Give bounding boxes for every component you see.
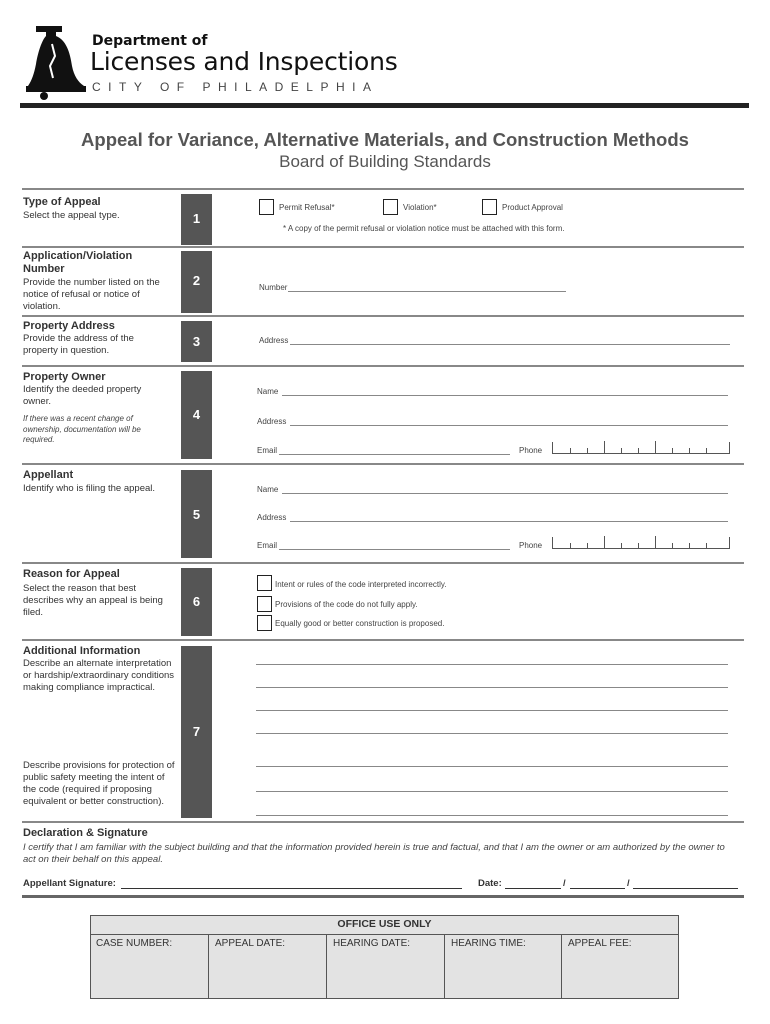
additional-info-line[interactable]: [256, 733, 728, 734]
section-divider: [22, 562, 744, 564]
header-divider: [20, 103, 749, 108]
section-7-number-bar: [181, 646, 212, 818]
section-6-heading: Reason for Appeal: [23, 568, 120, 580]
appellant-email-label: Email: [257, 541, 278, 550]
product-approval-checkbox[interactable]: [482, 199, 497, 215]
reason-construction-label: Equally good or better construction is proposed.: [275, 619, 445, 628]
section-7-description-hardship: Describe an alternate interpretation or hardship/extraordinary conditions making compliance impractical.: [23, 658, 175, 693]
reason-intent-label: Intent or rules of the code interpreted incorrectly.: [275, 580, 447, 589]
attachment-note: * A copy of the permit refusal or violation notice must be attached with this form.: [283, 224, 565, 233]
safety-provisions-line[interactable]: [256, 791, 728, 792]
hearing-date-label: HEARING DATE:: [333, 938, 411, 949]
section-1-heading: Type of Appeal: [23, 196, 101, 208]
liberty-bell-logo-icon: [22, 22, 86, 100]
date-separator: /: [627, 878, 630, 889]
declaration-heading: Declaration & Signature: [23, 827, 148, 839]
section-3-number: 3: [192, 334, 201, 349]
section-1-number-bar: [181, 194, 212, 245]
reason-construction-checkbox[interactable]: [257, 615, 272, 631]
safety-provisions-line[interactable]: [256, 815, 728, 816]
appellant-address-input[interactable]: [290, 521, 728, 522]
section-5-number-bar: [181, 470, 212, 558]
hearing-time-cell: [444, 934, 561, 999]
section-4-number: 4: [192, 407, 201, 422]
appeal-fee-label: APPEAL FEE:: [568, 938, 632, 949]
owner-address-input[interactable]: [290, 425, 728, 426]
appeal-date-cell: [208, 934, 326, 999]
appellant-email-input[interactable]: [279, 549, 510, 550]
section-5-heading: Appellant: [23, 469, 74, 481]
agency-name: Licenses and Inspections: [90, 47, 398, 76]
date-month-input[interactable]: [505, 888, 561, 889]
city-name: CITY OF PHILADELPHIA: [92, 80, 379, 94]
violation-checkbox[interactable]: [383, 199, 398, 215]
number-input[interactable]: [288, 291, 566, 292]
owner-phone-input[interactable]: [552, 442, 730, 454]
owner-name-input[interactable]: [282, 395, 728, 396]
section-1-number: 1: [192, 211, 201, 226]
department-label: Department of: [92, 33, 208, 49]
section-divider: [22, 463, 744, 465]
section-4-note: If there was a recent change of ownership, documentation will be required.: [23, 414, 141, 444]
case-number-label: CASE NUMBER:: [96, 938, 173, 949]
reason-provisions-label: Provisions of the code do not fully apply.: [275, 600, 418, 609]
case-number-cell: [90, 934, 208, 999]
hearing-date-cell: [326, 934, 444, 999]
section-2-number-bar: [181, 251, 212, 313]
section-7-description-safety: Describe provisions for protection of public safety meeting the intent of the code (required if proposing equivalent or better construction).: [23, 760, 175, 807]
section-divider: [22, 821, 744, 823]
section-6-description: Select the reason that best describes why an appeal is being filed.: [23, 583, 163, 618]
section-divider: [22, 246, 744, 248]
section-2-description: Provide the number listed on the notice of refusal or notice of violation.: [23, 277, 160, 312]
additional-info-line[interactable]: [256, 710, 728, 711]
appellant-address-label: Address: [257, 513, 287, 522]
additional-info-line[interactable]: [256, 664, 728, 665]
owner-name-label: Name: [257, 387, 279, 396]
section-4-heading: Property Owner: [23, 371, 106, 383]
date-label: Date:: [478, 878, 502, 889]
permit-refusal-checkbox[interactable]: [259, 199, 274, 215]
violation-label: Violation*: [403, 203, 437, 212]
section-5-description: Identify who is filing the appeal.: [23, 483, 156, 494]
section-divider: [22, 315, 744, 317]
section-3-heading: Property Address: [23, 320, 115, 332]
appellant-phone-input[interactable]: [552, 537, 730, 549]
appellant-name-label: Name: [257, 485, 279, 494]
reason-intent-checkbox[interactable]: [257, 575, 272, 591]
reason-provisions-checkbox[interactable]: [257, 596, 272, 612]
declaration-text: I certify that I am familiar with the subject building and that the information provided herein is true and factual, and that I am the owner or am authorized by the owner to act on their behalf on this appeal.: [23, 842, 725, 865]
section-divider: [22, 188, 744, 190]
permit-refusal-label: Permit Refusal*: [279, 203, 335, 212]
section-2-number: 2: [192, 273, 201, 288]
safety-provisions-line[interactable]: [256, 766, 728, 767]
hearing-time-label: HEARING TIME:: [451, 938, 526, 949]
owner-address-label: Address: [257, 417, 287, 426]
section-7-heading: Additional Information: [23, 645, 141, 657]
section-3-number-bar: [181, 321, 212, 362]
section-7-number: 7: [192, 724, 201, 739]
section-divider: [22, 895, 744, 898]
signature-label: Appellant Signature:: [23, 878, 116, 889]
owner-email-label: Email: [257, 446, 278, 455]
section-2-heading: Application/Violation Number: [23, 250, 133, 275]
product-approval-label: Product Approval: [502, 203, 563, 212]
section-divider: [22, 365, 744, 367]
date-day-input[interactable]: [570, 888, 625, 889]
section-6-number: 6: [192, 594, 201, 609]
owner-email-input[interactable]: [279, 454, 510, 455]
appeal-fee-cell: [561, 934, 679, 999]
owner-phone-label: Phone: [519, 446, 543, 455]
number-label: Number: [259, 283, 288, 292]
date-year-input[interactable]: [633, 888, 738, 889]
appellant-phone-label: Phone: [519, 541, 543, 550]
appellant-name-input[interactable]: [282, 493, 728, 494]
section-3-description: Provide the address of the property in question.: [23, 333, 134, 356]
date-separator: /: [563, 878, 566, 889]
section-6-number-bar: [181, 568, 212, 636]
additional-info-line[interactable]: [256, 687, 728, 688]
address-label: Address: [259, 336, 289, 345]
form-subtitle: Board of Building Standards: [279, 152, 491, 171]
section-divider: [22, 639, 744, 641]
section-1-description: Select the appeal type.: [23, 210, 120, 221]
form-title: Appeal for Variance, Alternative Materials, and Construction Methods: [81, 129, 689, 150]
property-address-input[interactable]: [290, 344, 730, 345]
section-4-number-bar: [181, 371, 212, 459]
signature-input[interactable]: [121, 888, 462, 889]
appeal-date-label: APPEAL DATE:: [215, 938, 286, 949]
section-4-description: Identify the deeded property owner.: [23, 384, 142, 407]
section-5-number: 5: [192, 507, 201, 522]
office-use-title: OFFICE USE ONLY: [337, 918, 432, 930]
